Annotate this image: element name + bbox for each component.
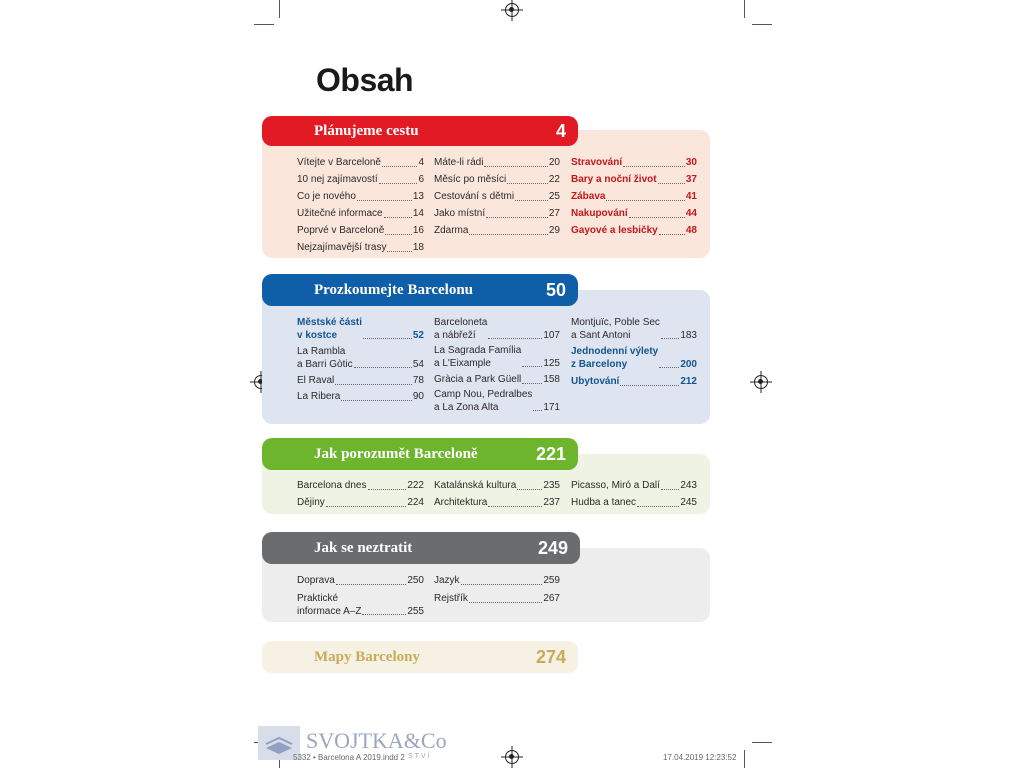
toc-entry[interactable]: Montjuïc, Poble Sec a Sant Antoni 183 <box>571 317 697 341</box>
section-header-porozumet[interactable] <box>262 438 578 470</box>
toc-entry[interactable]: Katalánská kultura 235 <box>434 480 560 491</box>
section-header-neztratit[interactable] <box>262 532 580 564</box>
toc-entry[interactable]: Dějiny 224 <box>297 497 424 508</box>
toc-entry[interactable]: Cestování s dětmi 25 <box>434 191 560 202</box>
toc-entry[interactable]: Camp Nou, Pedralbes a La Zona Alta 171 <box>434 389 560 413</box>
section-page-number: 4 <box>555 120 566 141</box>
crop-mark <box>279 0 280 18</box>
toc-entry[interactable]: Barcelona dnes 222 <box>297 480 424 491</box>
toc-entry-highlight[interactable]: Bary a noční život 37 <box>571 174 697 185</box>
toc-entry[interactable]: Rejstřík 267 <box>434 593 560 604</box>
section-title: Plánujeme cestu <box>314 122 419 139</box>
toc-entry[interactable]: Vítejte v Barceloně 4 <box>297 157 424 168</box>
section-title: Jak porozumět Barceloně <box>314 445 478 462</box>
registration-mark-icon <box>505 750 519 764</box>
toc-entry-highlight[interactable]: Nakupování 44 <box>571 208 697 219</box>
section-title: Mapy Barcelony <box>314 648 420 665</box>
section-page-number: 50 <box>545 279 566 300</box>
crop-mark <box>752 24 772 25</box>
toc-entry[interactable]: Nejzajímavější trasy 18 <box>297 242 424 253</box>
registration-mark-icon <box>505 3 519 17</box>
toc-entry[interactable]: Jako místní 27 <box>434 208 560 219</box>
toc-entry[interactable]: Poprvé v Barceloně 16 <box>297 225 424 236</box>
crop-mark <box>744 0 745 18</box>
toc-entry[interactable]: Architektura 237 <box>434 497 560 508</box>
toc-entry-highlight[interactable]: Ubytování 212 <box>571 376 697 387</box>
crop-mark <box>254 24 274 25</box>
svg-text:SVOJTKA&Co.: SVOJTKA&Co. <box>306 728 448 753</box>
toc-entry[interactable]: Měsíc po měsíci 22 <box>434 174 560 185</box>
section-header-planujeme[interactable] <box>262 116 578 146</box>
toc-entry[interactable]: El Raval 78 <box>297 375 424 386</box>
toc-entry[interactable]: Máte-li rádi 20 <box>434 157 560 168</box>
toc-entry-highlight[interactable]: Gayové a lesbičky 48 <box>571 225 697 236</box>
toc-entry[interactable]: Užitečné informace 14 <box>297 208 424 219</box>
toc-entry[interactable]: Zdarma 29 <box>434 225 560 236</box>
registration-mark-icon <box>754 375 768 389</box>
toc-entry[interactable]: La Rambla a Barri Gòtic 54 <box>297 346 424 370</box>
crop-mark <box>752 742 772 743</box>
page-title: Obsah <box>316 62 414 98</box>
section-page-number: 274 <box>535 646 566 667</box>
toc-entry[interactable]: Co je nového 13 <box>297 191 424 202</box>
section-title: Jak se neztratit <box>314 539 413 556</box>
section-header-prozkoumejte[interactable] <box>262 274 578 306</box>
toc-entry[interactable]: Gràcia a Park Güell 158 <box>434 374 560 385</box>
crop-mark <box>744 750 745 768</box>
section-title: Prozkoumejte Barcelonu <box>314 281 474 298</box>
toc-entry[interactable]: Doprava 250 <box>297 575 424 586</box>
toc-entry[interactable]: Praktické informace A–Z 255 <box>297 593 424 617</box>
section-header-mapy[interactable] <box>262 641 578 673</box>
toc-entry[interactable]: 10 nej zajímavostí 6 <box>297 174 424 185</box>
toc-entry[interactable]: Picasso, Miró a Dalí 243 <box>571 480 697 491</box>
toc-entry[interactable]: Jazyk 259 <box>434 575 560 586</box>
toc-entry[interactable]: Barceloneta a nábřeží 107 <box>434 317 560 341</box>
toc-entry-highlight[interactable]: Zábava 41 <box>571 191 697 202</box>
toc-entry[interactable]: La Ribera 90 <box>297 391 424 402</box>
toc-entry-highlight[interactable]: Stravování 30 <box>571 157 697 168</box>
section-page-number: 221 <box>535 443 566 464</box>
toc-entry[interactable]: Hudba a tanec 245 <box>571 497 697 508</box>
file-info: 5332 • Barcelona A 2019.indd 2 <box>293 753 405 762</box>
section-page-number: 249 <box>537 537 568 558</box>
toc-entry-highlight[interactable]: Jednodenní výlety z Barcelony 200 <box>571 346 697 370</box>
toc-entry[interactable]: La Sagrada Família a L'Eixample 125 <box>434 345 560 369</box>
toc-entry-highlight[interactable]: Městské části v kostce 52 <box>297 317 424 341</box>
svg-text:STVÍ: STVÍ <box>408 753 432 760</box>
timestamp: 17.04.2019 12:23:52 <box>663 753 737 762</box>
